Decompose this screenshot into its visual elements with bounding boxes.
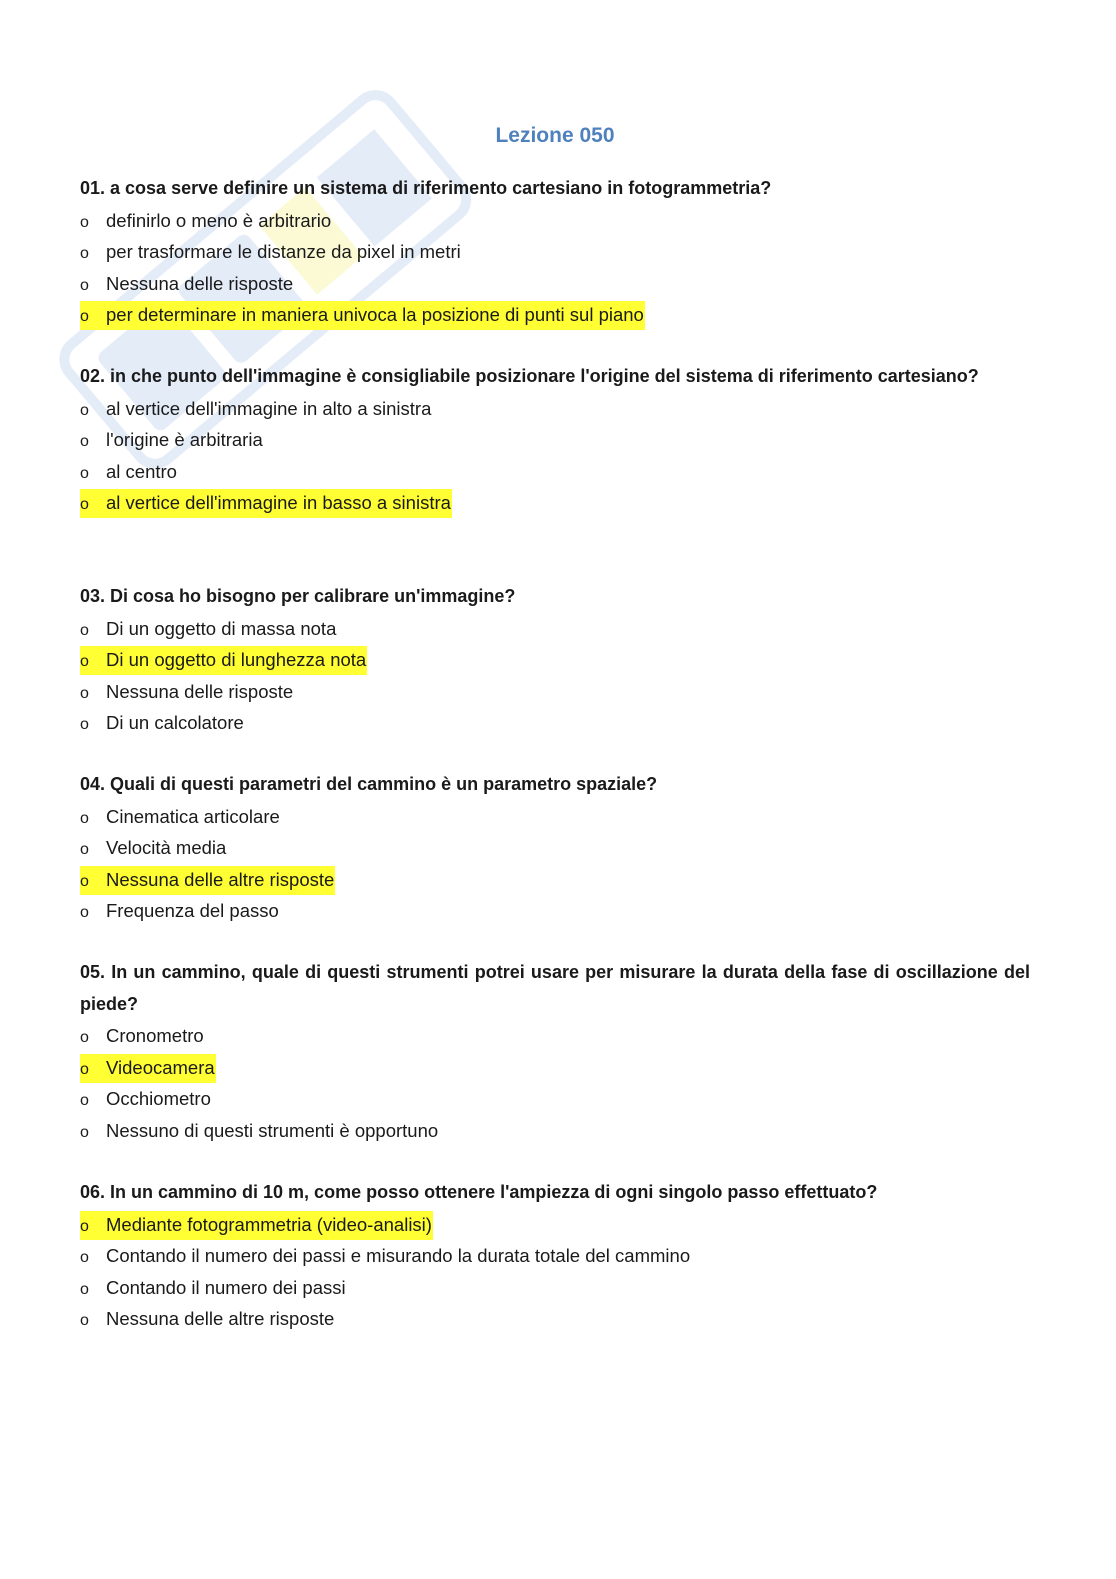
bullet-icon: o <box>80 1092 89 1109</box>
bullet-icon: o <box>80 1280 89 1298</box>
answer-list <box>80 1209 1030 1335</box>
bullet-icon: o <box>80 433 89 450</box>
answer-option-correct: o per determinare in maniera univoca la posizione di punti sul piano <box>80 299 1030 331</box>
bullet-icon: o <box>80 621 89 639</box>
bullet-icon: o <box>80 1029 89 1046</box>
answer-option: o Nessuna delle altre risposte <box>80 1303 1030 1335</box>
answer-option: o Frequenza del passo <box>80 895 1030 927</box>
answer-option: o Cronometro <box>80 1020 1030 1052</box>
question-text: 03. Di cosa ho bisogno per calibrare un'immagine? <box>80 586 516 606</box>
answer-option: o Cinematica articolare <box>80 801 1030 833</box>
question-6 <box>80 1177 1030 1335</box>
answer-option-correct: o Videocamera <box>80 1052 1030 1084</box>
question-5 <box>80 957 1030 1146</box>
bullet-icon: o <box>80 716 89 733</box>
question-text: 01. a cosa serve definire un sistema di riferimento cartesiano in fotogrammetria? <box>80 178 772 198</box>
answer-option: o al centro <box>80 456 1030 488</box>
answer-option: o Contando il numero dei passi <box>80 1272 1030 1304</box>
answer-list <box>80 801 1030 927</box>
bullet-icon: o <box>80 245 89 262</box>
answer-option: o Contando il numero dei passi e misurando la durata totale del cammino <box>80 1240 1030 1272</box>
bullet-icon: o <box>80 1312 89 1329</box>
answer-option: o Di un calcolatore <box>80 707 1030 739</box>
bullet-icon: o <box>80 1249 89 1266</box>
bullet-icon: o <box>80 841 89 858</box>
bullet-icon: o <box>80 308 89 325</box>
bullet-icon: o <box>80 401 89 419</box>
answer-list <box>80 205 1030 331</box>
question-text: 04. Quali di questi parametri del cammino è un parametro spaziale? <box>80 774 658 794</box>
answer-option: o Occhiometro <box>80 1083 1030 1115</box>
question-4 <box>80 769 1030 927</box>
bullet-icon: o <box>80 872 89 890</box>
answer-option: o Nessuno di questi strumenti è opportuno <box>80 1115 1030 1147</box>
bullet-icon: o <box>80 809 89 827</box>
answer-option-correct: o Mediante fotogrammetria (video-analisi) <box>80 1209 1030 1241</box>
page-title: Lezione 050 <box>495 124 615 148</box>
question-3 <box>80 581 1030 739</box>
answer-option-correct: o Di un oggetto di lunghezza nota <box>80 644 1030 676</box>
answer-option-correct: o al vertice dell'immagine in basso a sinistra <box>80 487 1030 519</box>
answer-option: o Nessuna delle risposte <box>80 268 1030 300</box>
bullet-icon: o <box>80 213 89 231</box>
bullet-icon: o <box>80 904 89 921</box>
answer-option: o Velocità media <box>80 832 1030 864</box>
answer-option: o per trasformare le distanze da pixel in metri <box>80 236 1030 268</box>
answer-list <box>80 393 1030 519</box>
answer-option: o definirlo o meno è arbitrario <box>80 205 1030 237</box>
bullet-icon: o <box>80 653 89 670</box>
answer-option: o Di un oggetto di massa nota <box>80 613 1030 645</box>
bullet-icon: o <box>80 464 89 482</box>
question-text: 06. In un cammino di 10 m, come posso ottenere l'ampiezza di ogni singolo passo effettuato? <box>80 1182 878 1202</box>
answer-list <box>80 613 1030 739</box>
answer-option: o l'origine è arbitraria <box>80 424 1030 456</box>
answer-option: o Nessuna delle risposte <box>80 676 1030 708</box>
answer-option: o al vertice dell'immagine in alto a sinistra <box>80 393 1030 425</box>
question-2 <box>80 361 1030 519</box>
bullet-icon: o <box>80 1217 89 1235</box>
question-text: 02. in che punto dell'immagine è consigliabile posizionare l'origine del sistema di riferimento cartesiano? <box>80 366 979 386</box>
bullet-icon: o <box>80 496 89 513</box>
bullet-icon: o <box>80 684 89 702</box>
bullet-icon: o <box>80 276 89 294</box>
question-1 <box>80 173 1030 331</box>
bullet-icon: o <box>80 1060 89 1078</box>
bullet-icon: o <box>80 1123 89 1141</box>
answer-option-correct: o Nessuna delle altre risposte <box>80 864 1030 896</box>
question-text: 05. In un cammino, quale di questi strumenti potrei usare per misurare la durata della fase di oscillazione del piede? <box>80 962 1030 1014</box>
answer-list <box>80 1020 1030 1146</box>
